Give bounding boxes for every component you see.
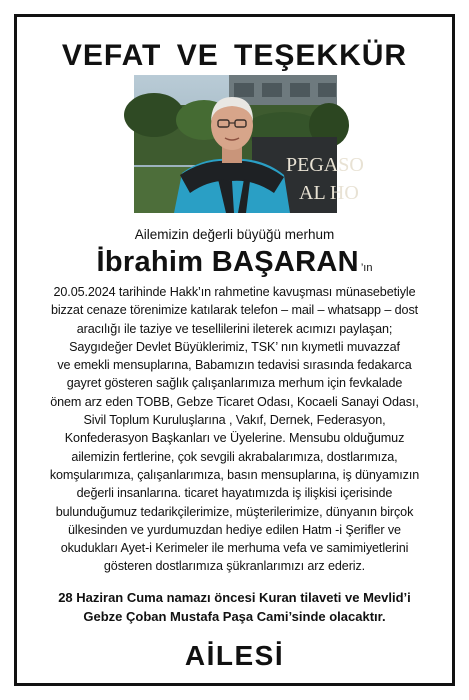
body-line: ailemizin fertlerine, çok sevgili akrabalarımıza, dostlarımıza,: [71, 449, 398, 464]
body-line: değerli insanlarına. ticaret hayatımızda iş ilişkisi içerisinde: [76, 486, 393, 501]
body-line: ve emekli mensuplarına, Babamızın tedavisi sırasında fedakarca: [57, 358, 412, 373]
deceased-name: İbrahim BAŞARAN: [96, 246, 359, 278]
photo-sign-line-1: PEGASO: [286, 154, 364, 176]
notice-headline: VEFAT VE TEŞEKKÜR: [61, 39, 408, 72]
body-line: aracılığı ile taziye ve tesellilerini ileterek acımızı paylaşan;: [76, 321, 393, 336]
intro-text: Ailemizin değerli büyüğü merhum: [134, 227, 335, 242]
body-line: bulunduğumuz tedarikçilerimize, müşterilerimize, dünyanın birçok: [55, 504, 414, 519]
family-signature: AİLESİ: [184, 640, 285, 671]
body-line: Konfederasyon Başkanları ve Üyelerine. Mensubu olduğumuz: [64, 431, 405, 446]
body-line: 20.05.2024 tarihinde Hakk’ın rahmetine kavuşması münasebetiyle: [53, 285, 416, 299]
body-line: bizzat cenaze törenimize katılarak telefon – mail – whatsapp – dost: [50, 303, 419, 318]
notice-frame: [14, 14, 455, 686]
body-line: gayret gösteren sağlık çalışanlarımıza merhum için fevkalade: [66, 376, 403, 391]
body-line: okudukları Ayet-i Kerimeler ile merhuma vefa ve samimiyetlerini: [60, 541, 409, 556]
deceased-photo: [134, 75, 364, 213]
body-line: gösteren dostlarımıza şükranlarımızı arz ederiz.: [103, 559, 366, 574]
event-announcement: [17, 588, 452, 626]
event-line: Gebze Çoban Mustafa Paşa Cami’sinde olacaktır.: [83, 609, 386, 624]
photo-sign-line-2: AL HO: [299, 182, 359, 204]
body-line: ülkesinden ve yurdumuzdan hediye edilen Hatm -i Şerifler ve: [68, 522, 401, 537]
notice-body: [25, 283, 444, 576]
name-suffix: ’ın: [360, 262, 373, 274]
body-line: Saygıdeğer Devlet Büyüklerimiz, TSK’ nın kıymetli muvazzaf: [69, 339, 400, 354]
body-line: önem arz eden TOBB, Gebze Ticaret Odası, Kocaeli Sanayi Odası,: [50, 394, 419, 409]
event-line: 28 Haziran Cuma namazı öncesi Kuran tilaveti ve Mevlid’i: [58, 590, 411, 605]
body-line: Sivil Toplum Kuruluşlarına , Vakıf, Dernek, Federasyon,: [83, 413, 386, 428]
deceased-name-line: [17, 245, 452, 285]
body-line: komşularımıza, çalışanlarımıza, basın mensuplarına, iş dünyamızın: [49, 467, 420, 482]
